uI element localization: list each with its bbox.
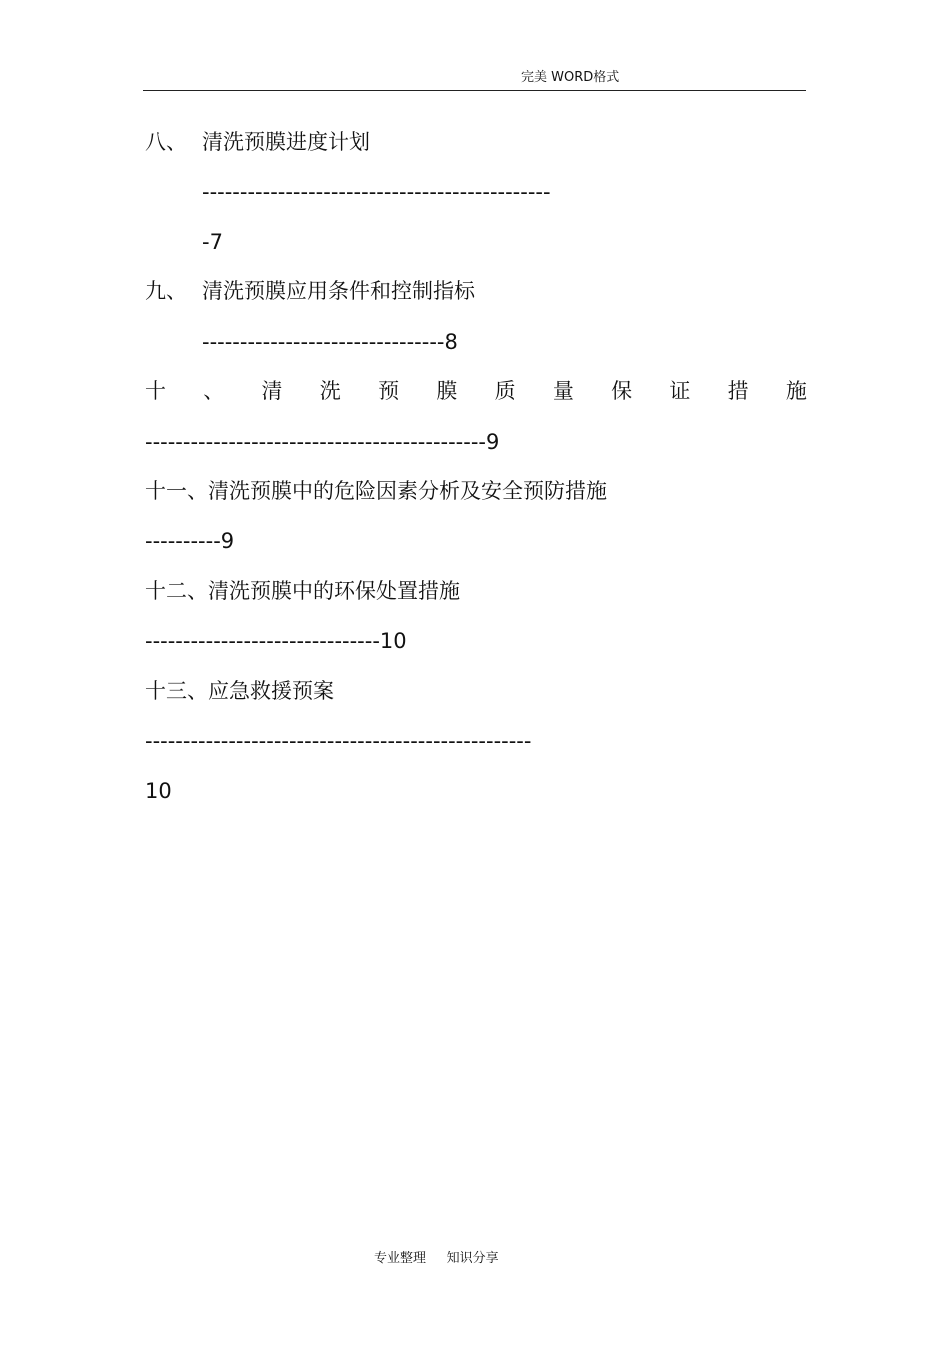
toc-entry-10-char: 膜 [436,379,458,403]
toc-entry-10-leader-page: ---------------------------------------------9 [145,430,500,454]
toc-entry-10-char: 量 [552,379,574,403]
toc-entry-8-page: -7 [202,230,223,254]
toc-entry-10-char: 十 [145,379,166,403]
toc-entry-11-leader-page: ----------9 [145,529,235,553]
toc-entry-8-title: 清洗预膜进度计划 [202,130,370,154]
toc-entry-10-char: 洗 [319,379,341,403]
header-rule [143,90,806,91]
toc-entry-13-title: 十三、应急救援预案 [145,679,334,703]
toc-entry-11-title: 十一、清洗预膜中的危险因素分析及安全预防措施 [145,479,607,503]
toc-entry-9-number: 九、 [145,279,187,303]
page-header-text: 完美 WORD格式 [521,70,620,85]
toc-entry-13-leader: --------------------------------------------------- [145,729,532,753]
toc-entry-10-char: 证 [669,379,691,403]
toc-entry-8-leader: ---------------------------------------------- [202,180,551,204]
toc-entry-13-page: 10 [145,779,172,803]
page-footer-text: 专业整理 知识分享 [374,1251,499,1266]
toc-entry-10-char: 预 [378,379,400,403]
toc-entry-10-char: 质 [494,379,516,403]
toc-entry-9-leader-page: --------------------------------8 [202,330,458,354]
toc-entry-10-char: 清 [261,379,283,403]
toc-entry-8-number: 八、 [145,130,187,154]
toc-entry-10-char: 保 [611,379,633,403]
toc-entry-10-char: 施 [785,379,807,403]
toc-entry-10-char: 、 [203,379,225,403]
toc-entry-10-title [145,377,807,405]
toc-entry-12-leader-page: -------------------------------10 [145,629,407,653]
toc-entry-9-title: 清洗预膜应用条件和控制指标 [202,279,475,303]
toc-entry-12-title: 十二、清洗预膜中的环保处置措施 [145,579,460,603]
toc-entry-10-char: 措 [727,379,749,403]
toc-entry-9 [145,277,475,305]
toc-entry-8 [145,128,370,156]
